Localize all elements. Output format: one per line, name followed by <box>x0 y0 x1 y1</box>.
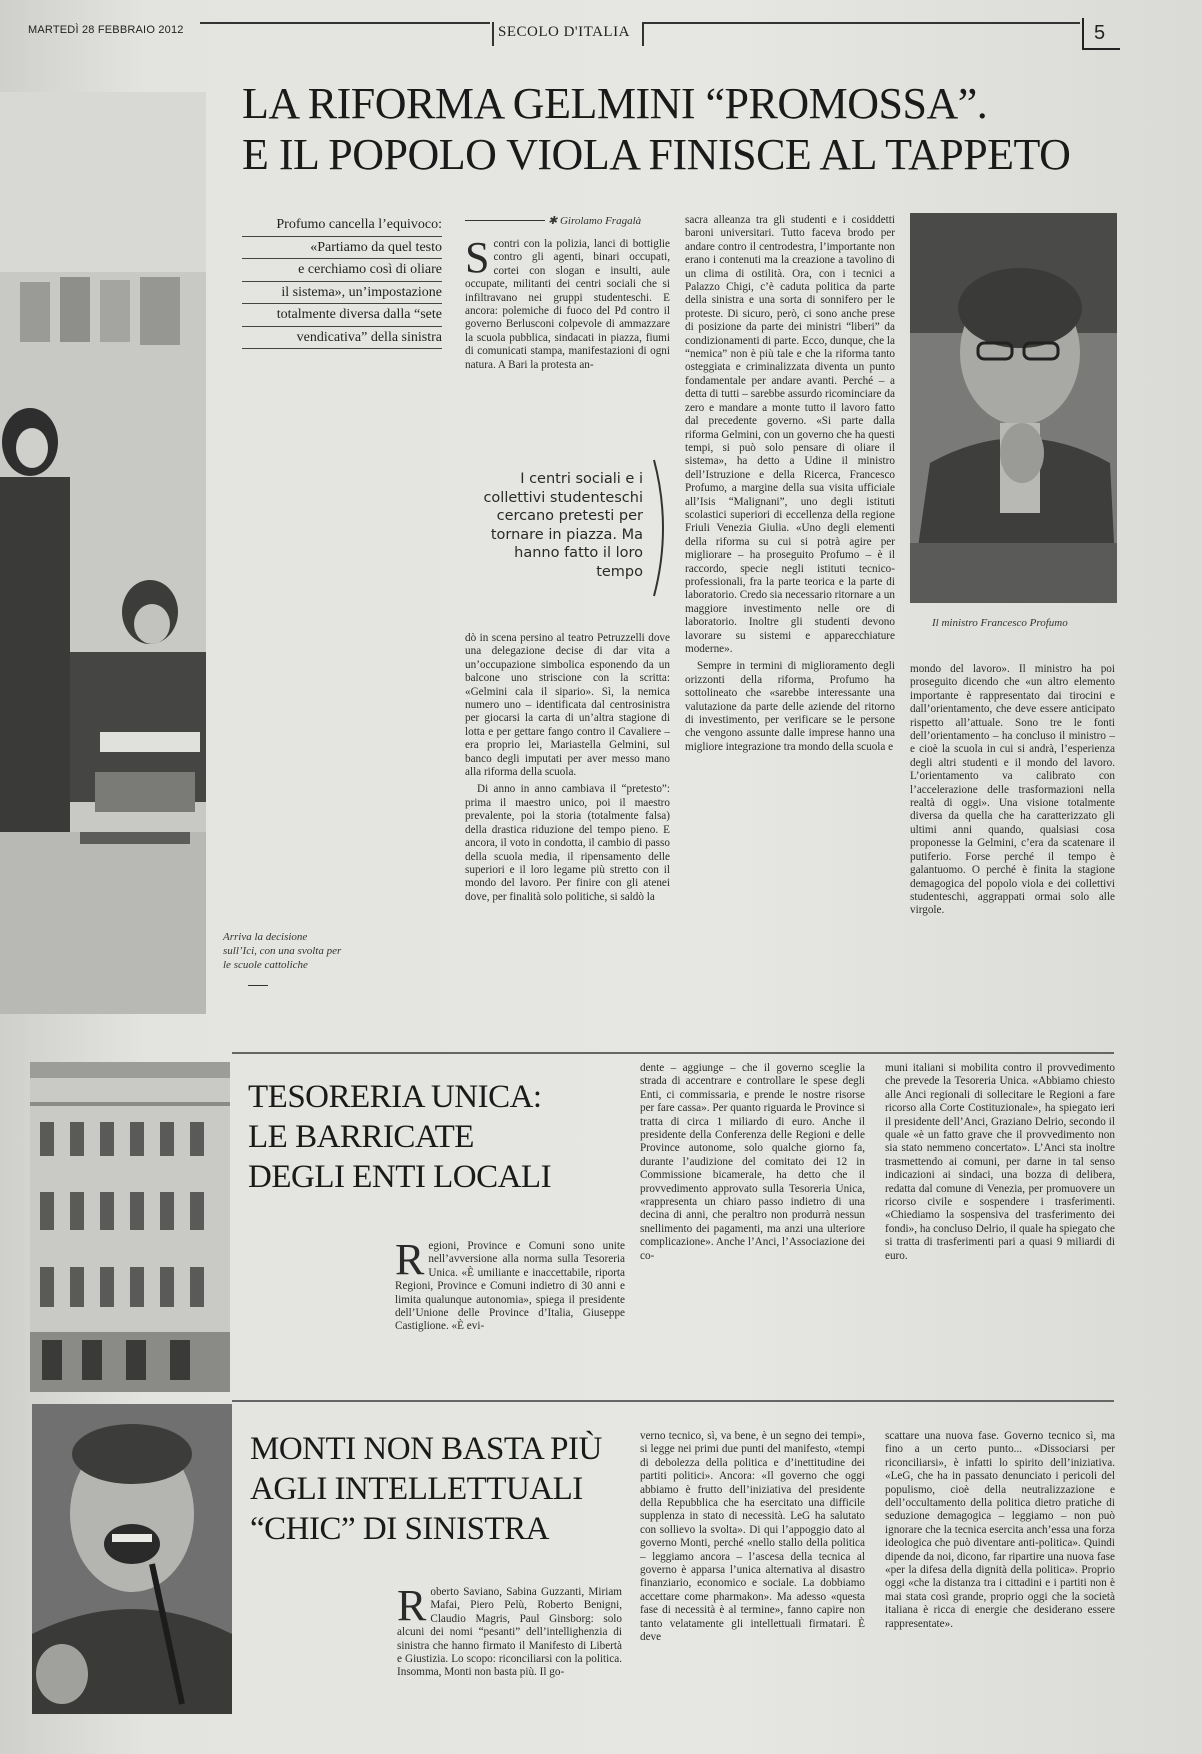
article-monti-intellettuali <box>0 1390 1202 1754</box>
article1-col3-paragraph: mondo del lavoro». Il ministro ha poi proseguito dicendo che «un altro elemento importante è rappresentato dai tirocini e dall’orientamento, che deve essere anticipato rispetto all’attuale. Sono tre le fonti dell’orientamento – ha concluso il ministro – e cioè la scuola in cui si andrà, l’esperienza degli altri studenti e il mondo del lavoro. L’orientamento va calibrato con l’accelerazione delle trasformazioni nella realtà di oggi». Una visione totalmente diversa da quella che ha caratterizzato gli ultimi anni quando, qualsiasi cosa proponesse la Gelmini, c’era da scatenare il putiferio. Forse perché il tempo è galantuomo. O perché è finita la stagione demagogica del popolo viola e dei collettivi studenteschi, aggrappati ormai solo alle virgole. <box>910 663 1115 917</box>
article2-col2-text: dente – aggiunge – che il governo sceglie la strada di accentrare e controllare le spese degli Enti, ci commissaria, e prende le nostre risorse per fare cassa». Per quanto riguarda le Province si tratta di circa 1 miliardo di euro. Anche il presidente della Conferenza delle Regioni e delle Province autonome, solo qualche giorno fa, durante l’audizione del comitato dei 12 in Commissione bicamerale, ha detto che il provvedimento approvato sulla Tesoreria Unica, «rappresenta un chiaro passo indietro di una decina di anni, che peraltro non produrrà nessun snellimento dei pagamenti, ma anzi una ulteriore complicazione». Anche l’Anci, l’Associazione dei co- <box>640 1062 865 1262</box>
article2-headline-line-2: LE BARRICATE <box>248 1119 474 1155</box>
photo-palazzo-chigi <box>30 1062 230 1392</box>
subhead-box <box>242 214 442 349</box>
photo-classroom-caption: Arriva la decisione sull’Ici, con una svolta per le scuole cattoliche <box>223 931 342 971</box>
article3-column-2 <box>640 1430 865 1722</box>
article1-col1-paragraph: Di anno in anno cambiava il “pretesto”: prima il maestro unico, poi il maestro prevalente, poi la storia (totalmente falsa) della drastica riduzione del tempo pieno. E ancora, il voto in condotta, il cambio di passo della scuola media, il ripensamento delle superiori e il loro legame più stretto con il mondo del lavoro. Per finire con gli atenei dove, per finalità solo politiche, si saldò la <box>465 783 670 903</box>
caption-rule <box>248 985 268 986</box>
article3-column-1 <box>397 1586 622 1722</box>
photo-minister-profumo <box>910 213 1117 603</box>
article1-column-1-bottom <box>465 632 670 1012</box>
article3-headline-line-3: “CHIC” DI SINISTRA <box>250 1511 549 1547</box>
masthead-date: MARTEDÌ 28 FEBBRAIO 2012 <box>28 24 184 36</box>
article2-headline-line-3: DEGLI ENTI LOCALI <box>248 1159 552 1195</box>
article3-headline-line-1: MONTI NON BASTA PIÙ <box>250 1431 602 1467</box>
article2-column-3 <box>885 1062 1115 1370</box>
star-icon: ✱ <box>548 215 560 227</box>
author-name: Girolamo Fragalà <box>559 215 642 227</box>
dropcap: R <box>397 1586 427 1630</box>
byline-rule <box>465 220 545 221</box>
article1-col1-text: contri con la polizia, lanci di bottiglie contro gli agenti, binari occupati, cortei con slogan e insulti, aule occupate, militanti dei centri sociali che si infiltravano nei gruppi studenteschi. E ancora: polemiche di fuoco del Pd contro il governo Berlusconi colpevole di ammazzare la scuola pubblica, sindacati in piazza, fiumi di comunicati stampa, manifestazioni di ogni natura. A Bari la protesta an- <box>465 238 670 371</box>
byline <box>548 214 641 227</box>
page-number: 5 <box>1094 22 1106 44</box>
subhead-line: il sistema», un’impostazione <box>242 282 442 305</box>
photo-benigni <box>32 1404 232 1714</box>
subhead-line: «Partiamo da quel testo <box>242 237 442 260</box>
headline-line-2: E IL POPOLO VIOLA FINISCE AL TAPPETO <box>242 130 1071 179</box>
article1-col1-paragraph: dò in scena persino al teatro Petruzzelli dove una delegazione decise di dar vita a un’occupazione simbolica esponendo da un balcone uno striscione con la scritta: «Gelmini cala il sipario». Sì, la nemica numero uno – identificata dal centrosinistra per giocarsi la carta di un’altra stagione di lotta e per gettare fango contro il Cavaliere – era proprio lei, Mariastella Gelmini, sul banco degli imputati per aver messo mano alla riforma della scuola. <box>465 632 670 779</box>
article3-column-3 <box>885 1430 1115 1722</box>
benigni-illustration <box>32 1404 232 1714</box>
article2-col3-text: muni italiani si mobilita contro il provvedimento che prevede la Tesoreria Unica. «Abbiamo chiesto alle Anci regionali di sollecitare le Regioni a fare ricorso alla Corte Costituzionale», ha spiegato ieri il presidente dell’Anci, Graziano Delrio, secondo il quale «è un fatto grave che il provvedimento non sia stato nemmeno concertato». L’Anci sta inoltre trasmettendo ai comuni, per darne in tal senso indicazioni ai sindaci, una bozza di delibera, redatta dal comune di Venezia, per promuovere un ricorso civile e sospendere i trasferimenti. «Chiediamo la sospensiva del trasferimento dei fondi», ha concluso Delrio, il quale ha spiegato che si tratta di trasferimenti pari a quasi 9 miliardi di euro. <box>885 1062 1115 1262</box>
photo-classroom <box>0 92 206 1014</box>
article1-column-3 <box>910 663 1115 1018</box>
classroom-illustration <box>0 92 206 1014</box>
subhead-line: Profumo cancella l’equivoco: <box>242 214 442 237</box>
dropcap: S <box>465 238 490 282</box>
pull-quote: I centri sociali e i collettivi studenteschi cercano pretesti per tornare in piazza. Ma hanno fatto il loro tempo <box>483 471 643 580</box>
palazzo-illustration <box>30 1062 230 1392</box>
masthead-paper-name: SECOLO D'ITALIA <box>498 24 630 40</box>
headline-line-1: LA RIFORMA GELMINI “PROMOSSA”. <box>242 79 988 128</box>
subhead-line: e cerchiamo così di oliare <box>242 259 442 282</box>
article2-col1-text: egioni, Province e Comuni sono unite nell’avversione alla norma sulla Tesoreria Unica. «È umiliante e inaccettabile, riporta Regioni, Province e Comuni indietro di 30 anni e limita qualunque autonomia», spiega il presidente dell’Unione delle Province d’Italia, Giuseppe Castiglione. «È evi- <box>395 1240 625 1333</box>
dropcap: R <box>395 1240 425 1284</box>
subhead-line: vendicativa” della sinistra <box>242 327 442 350</box>
article2-column-2 <box>640 1062 865 1370</box>
article3-col2-text: verno tecnico, sì, va bene, è un segno dei tempi», si legge nei primi due punti del manifesto, «tempi di debolezza della politica e d’inettitudine dei partiti politici». Ancora: «Il governo che oggi abbiamo è frutto dell’iniziativa del presidente della Repubblica che ha esercitato una difficile supplenza in stato di necessità. LeG ha salutato con sollievo la svolta». Di qui l’appoggio dato al governo Monti, perché «nello stallo della politica – leggiamo ancora – l’ascesa della tecnica al governo è apparsa l’unica alternativa al disastro finanziario, economico e sociale. La dobbiamo accettare come pharmakon». Ma adesso «questa fase di necessità è al termine», fanno capire non tanto velatamente gli intellettuali firmatari. È deve <box>640 1430 865 1644</box>
subhead-line: totalmente diversa dalla “sete <box>242 304 442 327</box>
pull-quote-bracket <box>652 458 674 598</box>
article3-headline-line-2: AGLI INTELLETTUALI <box>250 1471 583 1507</box>
article1-column-2 <box>685 214 895 1014</box>
article2-column-1 <box>395 1240 625 1370</box>
article1-column-1-top <box>465 238 670 438</box>
article3-col1-text: oberto Saviano, Sabina Guzzanti, Miriam Mafai, Piero Pelù, Roberto Benigni, Claudio Magris, Paul Ginsborg: solo alcuni dei nomi “pesanti” dell’intellighenzia di sinistra che hanno firmato il Manifesto di Libertà e Giustizia. Lo scopo: riconciliarsi con la politica. Insomma, Monti non basta più. Il go- <box>397 1586 622 1679</box>
article1-col2-paragraph: Sempre in termini di miglioramento degli orizzonti della riforma, Profumo ha sottolineato che «sarebbe interessante una valutazione da parte delle aziende del ritorno di investimento, per verificare se le persone che vengono assunte dalle imprese hanno una migliore integrazione tra mondo della scuola e <box>685 660 895 753</box>
article2-headline-line-1: TESORERIA UNICA: <box>248 1079 542 1115</box>
minister-illustration <box>910 213 1117 603</box>
photo-minister-caption: Il ministro Francesco Profumo <box>932 617 1068 629</box>
article1-col2-paragraph: sacra alleanza tra gli studenti e i cosiddetti baroni universitari. Tutto faceva brodo per andare contro il centrodestra, l’importante non erano i contenuti ma la creazione a tavolino di un clima di ostilità. Ora, con i tecnici a Palazzo Chigi, c’è caduta politica da parte della sinistra e una sorta di sonnifero per le proteste. Di sicuro, però, ci sono anche prese di posizione da parte dei ministri “liberi” da condizionamenti di parte. Ecco, dunque, che la “nemica” non è più tale e che la riforma tanto osteggiata e criminalizzata diventa un punto fondamentale per andare avanti. Perché – a detta di tutti – sarebbe assurdo ricominciare da zero e mandare a monte tutto il lavoro fatto dal precedente governo. «Si parte dalla riforma Gelmini, con un governo che ha questi tempi, si può solo pensare di oliare il sistema», ha detto a Udine il ministro dell’Istruzione e della Ricerca, Francesco Profumo, a margine della sua visita ufficiale all’Isis “Malignani”, uno degli istituti scolastici superiori di eccellenza della regione Friuli Venezia Giulia. «Uno degli elementi della riforma su cui si potrà agire per migliorare – ha proseguito Profumo – è il raccordo, specie negli istituti tecnico-professionali, fra la parte teorica e la parte di laboratorio. Credo sia necessario ritornare a un maggiore investimento nelle ore di laboratorio. Inoltre gli studenti devono lavorare su sistemi e apparecchiature moderne». <box>685 214 895 655</box>
article3-col3-text: scattare una nuova fase. Governo tecnico sì, ma fino a un certo punto... «Dissociarsi per riconciliarsi», è infatti lo spirito dell’iniziativa. «LeG, che ha in passato denunciato i pericoli del populismo, cioè della neutralizzazione e dell’occultamento della politica dietro pratiche di seduzione demagogica – leggiamo – non può ignorare che la tecnica esercita anch’essa una forza ideologica che può diventare anti-politica». Quindi dipende da noi, dicono, far ripartire una nuova fase «per la difesa della dignità della politica». Proprio oggi «che la distanza tra i cittadini e i partiti non è mai stata così grande, proprio oggi che la società italiana è ricca di energie che desiderano essere rappresentate». <box>885 1430 1115 1630</box>
article-tesoreria-unica <box>0 1040 1202 1380</box>
